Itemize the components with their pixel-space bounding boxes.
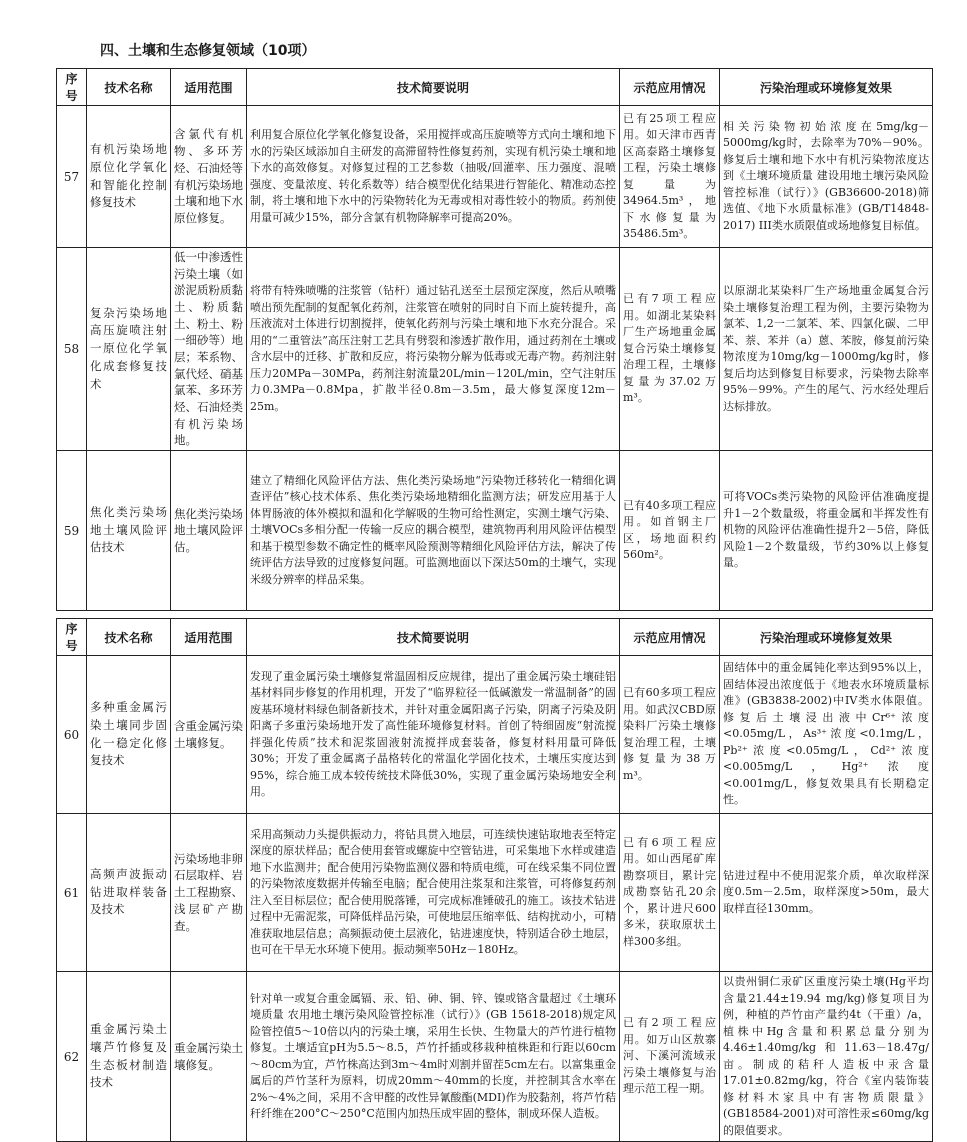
row-tech-name: 复杂污染场地高压旋喷注射一原位化学氧化成套修复技术 xyxy=(87,248,171,451)
header-scope: 适用范围 xyxy=(171,69,247,106)
row-effect: 钻进过程中不使用泥浆介质，单次取样深度0.5m－2.5m，取样深度>50m，最大取样直径130mm。 xyxy=(720,814,933,972)
header-demo: 示范应用情况 xyxy=(620,69,720,106)
row-demo: 已有7项工程应用。如湖北某染料厂生产场地重金属复合污染土壤修复治理工程，土壤修复量为37.02万m³。 xyxy=(620,248,720,451)
row-tech-name: 多种重金属污染土壤同步固化一稳定化修复技术 xyxy=(87,656,171,814)
row-description: 采用高频动力头提供振动力，将钻具贯入地层，可连续快速钻取地表至特定深度的原状样品；配合使用套管或螺旋中空管钻进，可采集地下水样或建造地下水监测井；配合使用污染物监测仪器和特质电缆，可在线采集不同位置的污染物浓度数据并传输至电脑；配合使用注浆泵和注浆管，可将修复药剂注入至目标层位；配合使用脱落锤，可完成标准锤破孔的施工。该技术钻进过程中无需泥浆，可降低样品污染，可使地层压缩率低、结构扰动小，可精准获取地层信息；高频振动使土层液化，钻进速度快，特别适合砂土地层，也可在干旱无水环境下使用。振动频率50Hz－180Hz。 xyxy=(247,814,620,972)
row-no: 60 xyxy=(57,656,87,814)
table-row xyxy=(57,972,933,1142)
row-no: 62 xyxy=(57,972,87,1142)
header-name: 技术名称 xyxy=(87,69,171,106)
row-scope: 含氯代有机物、多环芳烃、石油烃等有机污染场地土壤和地下水原位修复。 xyxy=(171,106,247,248)
row-effect: 相关污染物初始浓度在5mg/kg－5000mg/kg时，去除率为70%－90%。修复后土壤和地下水中有机污染物浓度达到《土壤环境质量 建设用地土壤污染风险管控标准（试行）》(GB36600-2018)筛选值、《地下水质量标准》(GB/T14848-2017) III类水质限值或场地修复目标值。 xyxy=(720,106,933,248)
row-tech-name: 高频声波振动钻进取样装备及技术 xyxy=(87,814,171,972)
row-description: 建立了精细化风险评估方法、焦化类污染场地“污染物迁移转化一精细化调查评估”核心技术体系、焦化类污染场地精细化监测方法；研发应用基于人体胃肠液的体外模拟和温和化学解吸的生物可给性测定，实测土壤气污染、土壤VOCs多相分配一传输一反应的耦合模型，建筑物再利用风险评估模型和基于模型参数不确定性的概率风险预测等精细化风险评估方法，解决了传统评估方法导致的过度修复问题。可监测地面以下深达50m的土壤气，实现米级分辨率的样品采集。 xyxy=(247,451,620,611)
header-desc: 技术简要说明 xyxy=(247,69,620,106)
header-effect: 污染治理或环境修复效果 xyxy=(720,69,933,106)
table-header-row xyxy=(57,619,933,656)
table-row xyxy=(57,451,933,611)
row-tech-name: 焦化类污染场地土壤风险评估技术 xyxy=(87,451,171,611)
row-description: 利用复合原位化学氧化修复设备，采用搅拌或高压旋喷等方式向土壤和地下水的污染区域添加自主研发的高滞留特性修复药剂，实现有机污染土壤和地下水的高效修复。对修复过程的工艺参数（抽吸/回灌率、压力强度、混喷强度、变量浓度、转化系数等）结合模型优化结果进行智能化、精准动态控制，将土壤和地下水中的污染物转化为无毒或相对毒性较小的物质。药剂使用量可减少15%，部分含氯有机物降解率可提高20%。 xyxy=(247,106,620,248)
row-no: 61 xyxy=(57,814,87,972)
tech-table-part-2 xyxy=(56,618,933,1142)
row-effect: 以贵州铜仁汞矿区重度污染土壤(Hg平均含量21.44±19.94 mg/kg)修复项目为例，种植的芦竹亩产量约4t（干重）/a，植株中Hg含量和积累总量分别为4.46±1.40mg/kg和11.63－18.47g/亩。制成的秸秆人造板中汞含量17.01±0.82mg/kg，符合《室内装饰装修材料木家具中有害物质限量》(GB18584-2001)对可溶性汞≤60mg/kg的限值要求。 xyxy=(720,972,933,1142)
header-no: 序号 xyxy=(57,619,87,656)
row-effect: 以原湖北某染料厂生产场地重金属复合污染土壤修复治理工程为例，主要污染物为氯苯、1,2一二氯苯、苯、四氯化碳、二甲苯、萘、苯并（a）蒽、苯胺，修复前污染物浓度为10mg/kg－1000mg/kg时，修复后均达到修复目标要求，污染物去除率95%－99%。产生的尾气、污水经处理后达标排放。 xyxy=(720,248,933,451)
header-effect: 污染治理或环境修复效果 xyxy=(720,619,933,656)
header-name: 技术名称 xyxy=(87,619,171,656)
row-demo: 已有2项工程应用。如万山区敖寨河、下溪河流域汞污染土壤修复与治理示范工程一期。 xyxy=(620,972,720,1142)
row-scope: 污染场地非卵石层取样、岩土工程勘察、浅层矿产勘查。 xyxy=(171,814,247,972)
row-effect: 固结体中的重金属钝化率达到95%以上，固结体浸出浓度低于《地表水环境质量标准》(GB3838-2002)中IV类水体限值。修复后土壤浸出液中Cr⁶⁺浓度<0.05mg/L，As³⁺浓度<0.1mg/L，Pb²⁺浓度<0.05mg/L，Cd²⁺浓度<0.005mg/L，Hg²⁺浓度<0.001mg/L，修复效果具有长期稳定性。 xyxy=(720,656,933,814)
header-desc: 技术简要说明 xyxy=(247,619,620,656)
header-demo: 示范应用情况 xyxy=(620,619,720,656)
row-scope: 重金属污染土壤修复。 xyxy=(171,972,247,1142)
row-scope: 焦化类污染场地土壤风险评估。 xyxy=(171,451,247,611)
row-tech-name: 重金属污染土壤芦竹修复及生态板材制造技术 xyxy=(87,972,171,1142)
table-row xyxy=(57,814,933,972)
row-tech-name: 有机污染场地原位化学氧化和智能化控制修复技术 xyxy=(87,106,171,248)
row-description: 针对单一或复合重金属镉、汞、铅、砷、铜、锌、镍或铬含量超过《土壤环境质量 农用地土壤污染风险管控标准（试行）》(GB 15618-2018)规定风险管控值5～10倍以内的污染土壤，采用生长快、生物量大的芦竹进行植物修复。土壤适宜pH为5.5～8.5，芦竹扦插或移栽种植株距和行距以60cm～80cm为宜，芦竹株高达到3m～4m时刈割并留茬5cm左右。以富集重金属后的芦竹茎秆为原料，切成20mm～40mm的长度，并控制其含水率在2%～4%之间，采用不含甲醛的改性异氰酸酯(MDI)作为胶黏剂，将芦竹秸秆纤维在200°C～250°C范围内加热压成牢固的整体，制成环保人造板。 xyxy=(247,972,620,1142)
row-description: 发现了重金属污染土壤修复常温固相反应规律，提出了重金属污染土壤硅铝基材料同步修复的作用机理，开发了“临界粒径一低碱激发一常温制备”的固废基环境材料绿色制备新技术，并针对重金属阳离子污染，阴离子污染及阴阳离子多重污染场地开发了高性能环境修复材料。首创了特细固废“射流搅拌强化传质”技术和泥浆固液射流搅拌成套装备，修复材料用量可降低30%；开发了重金属离子晶格转化的常温化学固化技术，土壤压实度达到95%，综合施工成本较传统技术降低30%，实现了重金属污染场地安全利用。 xyxy=(247,656,620,814)
row-no: 59 xyxy=(57,451,87,611)
table-header-row xyxy=(57,69,933,106)
table-row xyxy=(57,248,933,451)
row-no: 58 xyxy=(57,248,87,451)
row-demo: 已有25项工程应用。如天津市西青区高泰路土壤修复工程，污染土壤修复量为34964.5m³，地下水修复量为35486.5m³。 xyxy=(620,106,720,248)
row-demo: 已有40多项工程应用。如首钢主厂区，场地面积约560m²。 xyxy=(620,451,720,611)
section-title: 四、土壤和生态修复领域（10项） xyxy=(100,43,316,59)
row-scope: 低一中渗透性污染土壤（如淤泥质粉质黏土、粉质黏土、粉土、粉一细砂等）地层；苯系物、氯代烃、硝基氯苯、多环芳烃、石油烃类有机污染场地。 xyxy=(171,248,247,451)
header-no: 序号 xyxy=(57,69,87,106)
header-scope: 适用范围 xyxy=(171,619,247,656)
row-no: 57 xyxy=(57,106,87,248)
table-row xyxy=(57,106,933,248)
table-row xyxy=(57,656,933,814)
row-demo: 已有60多项工程应用。如武汉CBD原染料厂污染土壤修复治理工程，土壤修复量为38万m³。 xyxy=(620,656,720,814)
row-description: 将带有特殊喷嘴的注浆管（钻杆）通过钻孔送至土层预定深度，然后从喷嘴喷出预先配制的复配氧化药剂，注浆管在喷射的同时自下而上旋转提升，高压液流对土体进行切割搅拌，使氧化药剂与污染土壤和地下水充分混合。采用的“二重管法”高压注射工艺具有劈裂和渗透扩散作用，通过药剂在土壤或含水层中的迁移、扩散和反应，将污染物分解为低毒或无毒产物。药剂注射压力20MPa－30MPa，药剂注射流量20L/min－120L/min，空气注射压力0.3MPa－0.8Mpa，扩散半径0.8m－3.5m，最大修复深度12m－25m。 xyxy=(247,248,620,451)
tech-table-part-1 xyxy=(56,68,933,611)
row-scope: 含重金属污染土壤修复。 xyxy=(171,656,247,814)
row-demo: 已有6项工程应用。如山西尾矿库勘察项目，累计完成勘察钻孔20余个，累计进尺600多米，获取原状土样300多组。 xyxy=(620,814,720,972)
row-effect: 可将VOCs类污染物的风险评估准确度提升1－2个数量级，将重金属和半挥发性有机物的风险评估准确性提升2－5倍，降低风险1－2个数量级，节约30%以上修复量。 xyxy=(720,451,933,611)
